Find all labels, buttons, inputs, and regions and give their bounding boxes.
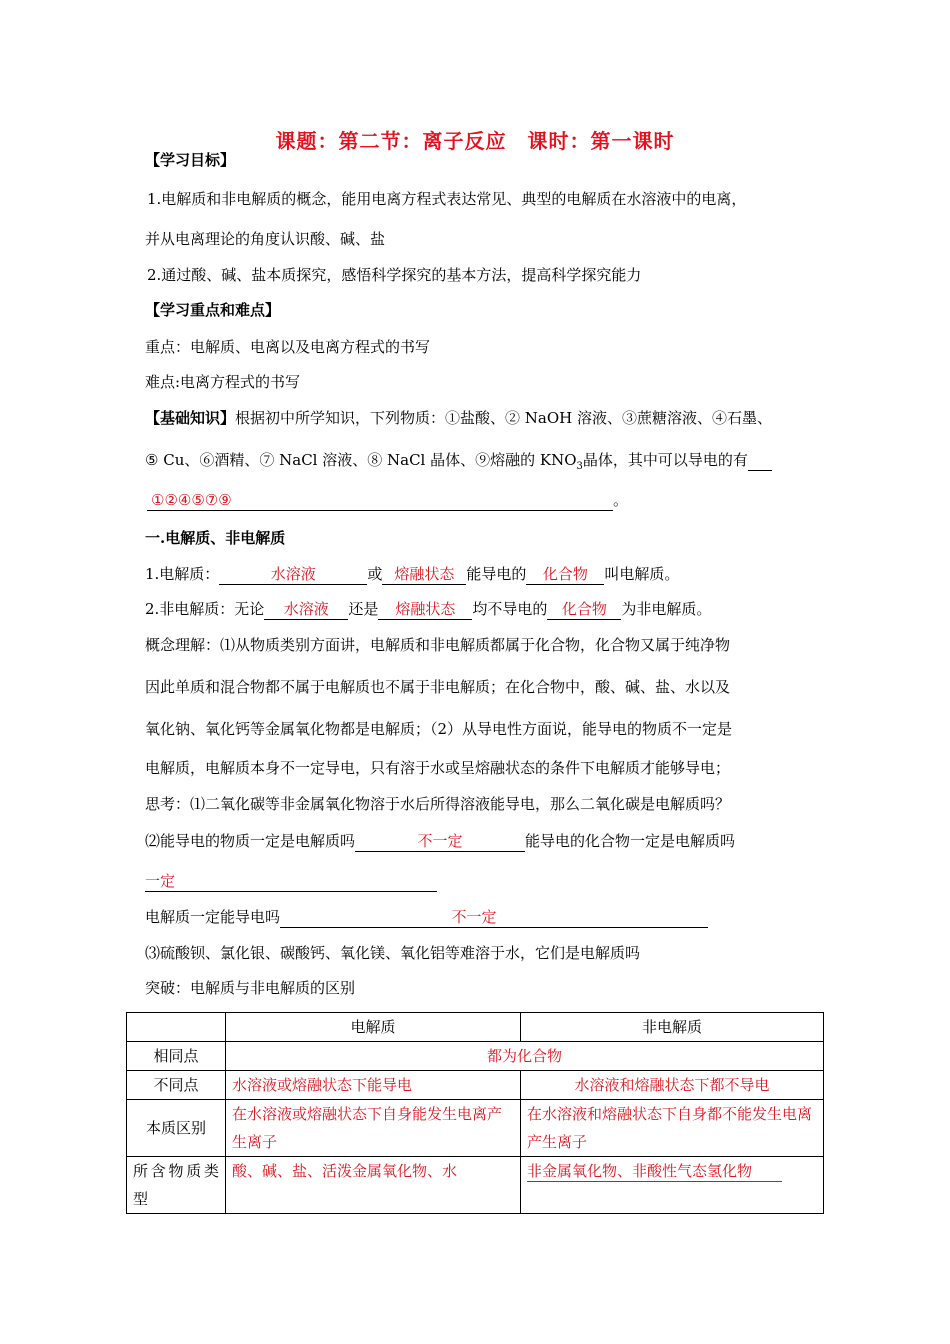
def2-answer-2: 熔融状态	[395, 600, 456, 618]
concept-line-3: 氧化钠、氧化钙等金属氧化物都是电解质；（2）从导电性方面说，能导电的物质不一定是	[145, 720, 733, 738]
def2-mid-1: 还是	[348, 600, 379, 618]
goal-item-1: 1.电解质和非电解质的概念，能用电离方程式表达常见、典型的电解质在水溶液中的电离，	[147, 190, 747, 208]
def1-end: 叫电解质。	[604, 565, 680, 583]
def2-blank-2	[378, 600, 472, 620]
think-4: ⑶硫酸钡、氯化银、碳酸钙、氧化镁、氧化铝等难溶于水，它们是电解质吗	[145, 944, 641, 962]
row-label-similarity: 相同点	[127, 1042, 226, 1071]
goal-item-1-cont: 并从电离理论的角度认识酸、碱、盐	[145, 230, 386, 248]
cell-essence-electrolyte: 在水溶液或熔融状态下自身能发生电离产生离子	[226, 1100, 521, 1157]
think-3-answer: 不一定	[451, 908, 497, 926]
def1-answer-3: 化合物	[542, 565, 588, 583]
types-non-electrolyte-text: 非金属氧化物、非酸性气态氢化物	[527, 1162, 753, 1180]
think-2-blank	[355, 832, 525, 852]
table-header-row	[127, 1013, 824, 1042]
definition-electrolyte	[145, 564, 679, 585]
def2-mid-2: 均不导电的	[472, 600, 548, 618]
key-heading: 【学习重点和难点】	[145, 301, 281, 319]
def2-answer-1: 水溶液	[283, 600, 329, 618]
table-header-empty	[127, 1013, 226, 1042]
table-row	[127, 1100, 824, 1157]
def1-blank-2	[382, 565, 466, 585]
think-2	[145, 831, 735, 852]
def2-blank-3	[547, 600, 621, 620]
def1-blank-3	[526, 565, 604, 585]
breakthrough: 突破：电解质与非电解质的区别	[145, 979, 356, 997]
section-heading: 一.电解质、非电解质	[145, 529, 286, 547]
def2-prefix: 2.非电解质：无论	[145, 600, 265, 618]
subscript-3: 3	[576, 461, 583, 472]
think-3-blank	[280, 908, 708, 928]
table-row	[127, 1157, 824, 1214]
basic-text-3: 晶体，其中可以导电的有	[582, 451, 748, 469]
basic-line-1	[145, 408, 772, 428]
table-header-electrolyte: 电解质	[226, 1013, 521, 1042]
row-label-types	[127, 1157, 226, 1214]
def1-blank-1	[219, 565, 367, 585]
goal-item-2: 2.通过酸、碱、盐本质探究，感悟科学探究的基本方法，提高科学探究能力	[147, 266, 642, 284]
basic-end: 。	[613, 491, 629, 509]
think-2-question-b: 能导电的化合物一定是电解质吗	[525, 832, 736, 850]
conductive-answer-blank	[147, 491, 613, 511]
cell-types-electrolyte: 酸、碱、盐、活泼金属氧化物、水	[226, 1157, 521, 1214]
comparison-table	[126, 1012, 824, 1214]
row-label-difference: 不同点	[127, 1071, 226, 1100]
def2-blank-1	[264, 600, 348, 620]
think-2-answer: 不一定	[417, 832, 463, 850]
key-difficulty: 难点:电离方程式的书写	[145, 373, 301, 391]
cell-difference-non-electrolyte: 水溶液和熔融状态下都不导电	[521, 1071, 824, 1100]
key-focus: 重点：电解质、电离以及电离方程式的书写	[145, 338, 431, 356]
think-2-blank-2	[145, 872, 437, 892]
basic-heading: 【基础知识】	[145, 409, 236, 427]
table-row	[127, 1071, 824, 1100]
concept-line-1: 概念理解：⑴从物质类别方面讲，电解质和非电解质都属于化合物，化合物又属于纯净物	[145, 636, 731, 654]
row-label-essence: 本质区别	[127, 1100, 226, 1157]
think-3-question: 电解质一定能导电吗	[145, 908, 281, 926]
types-non-electrolyte-blank	[527, 1162, 782, 1182]
concept-line-2: 因此单质和混合物都不属于电解质也不属于非电解质；在化合物中，酸、碱、盐、水以及	[145, 678, 731, 696]
table-header-non-electrolyte: 非电解质	[521, 1013, 824, 1042]
basic-text: 根据初中所学知识，下列物质：①盐酸、② NaOH 溶液、③蔗糖溶液、④石墨、	[235, 409, 773, 427]
cell-similarity: 都为化合物	[226, 1042, 824, 1071]
concept-line-4: 电解质，电解质本身不一定导电，只有溶于水或呈熔融状态的条件下电解质才能够导电；	[145, 759, 731, 777]
think-3	[145, 907, 708, 928]
think-2-answer-line	[145, 871, 437, 892]
lesson-title: 课题：第二节：离子反应 课时：第一课时	[275, 129, 675, 153]
answer-blank-lead	[748, 451, 772, 471]
def1-answer-1: 水溶液	[270, 565, 316, 583]
def1-answer-2: 熔融状态	[394, 565, 455, 583]
cell-difference-electrolyte: 水溶液或熔融状态下能导电	[226, 1071, 521, 1100]
cell-essence-non-electrolyte: 在水溶液和熔融状态下自身都不能发生电离产生离子	[521, 1100, 824, 1157]
basic-text-2: ⑤ Cu、⑥酒精、⑦ NaCl 溶液、⑧ NaCl 晶体、⑨熔融的 KNO	[145, 451, 577, 469]
conductive-answer: ①②④⑤⑦⑨	[151, 491, 232, 509]
definition-non-electrolyte	[145, 599, 711, 620]
cell-types-non-electrolyte	[521, 1157, 824, 1214]
think-2-answer-2: 一定	[145, 872, 176, 890]
think-1: 思考：⑴二氧化碳等非金属氧化物溶于水后所得溶液能导电，那么二氧化碳是电解质吗？	[145, 795, 731, 813]
goals-heading: 【学习目标】	[145, 151, 236, 169]
def1-mid: 能导电的	[466, 565, 527, 583]
def1-prefix: 1.电解质：	[145, 565, 220, 583]
think-2-question: ⑵能导电的物质一定是电解质吗	[145, 832, 356, 850]
def2-answer-3: 化合物	[561, 600, 607, 618]
def1-or: 或	[367, 565, 383, 583]
row-label-types-text: 所含物质类型	[133, 1162, 219, 1208]
def2-end: 为非电解质。	[621, 600, 712, 618]
table-row	[127, 1042, 824, 1071]
basic-line-2	[145, 450, 772, 477]
basic-answer-line	[147, 490, 628, 511]
